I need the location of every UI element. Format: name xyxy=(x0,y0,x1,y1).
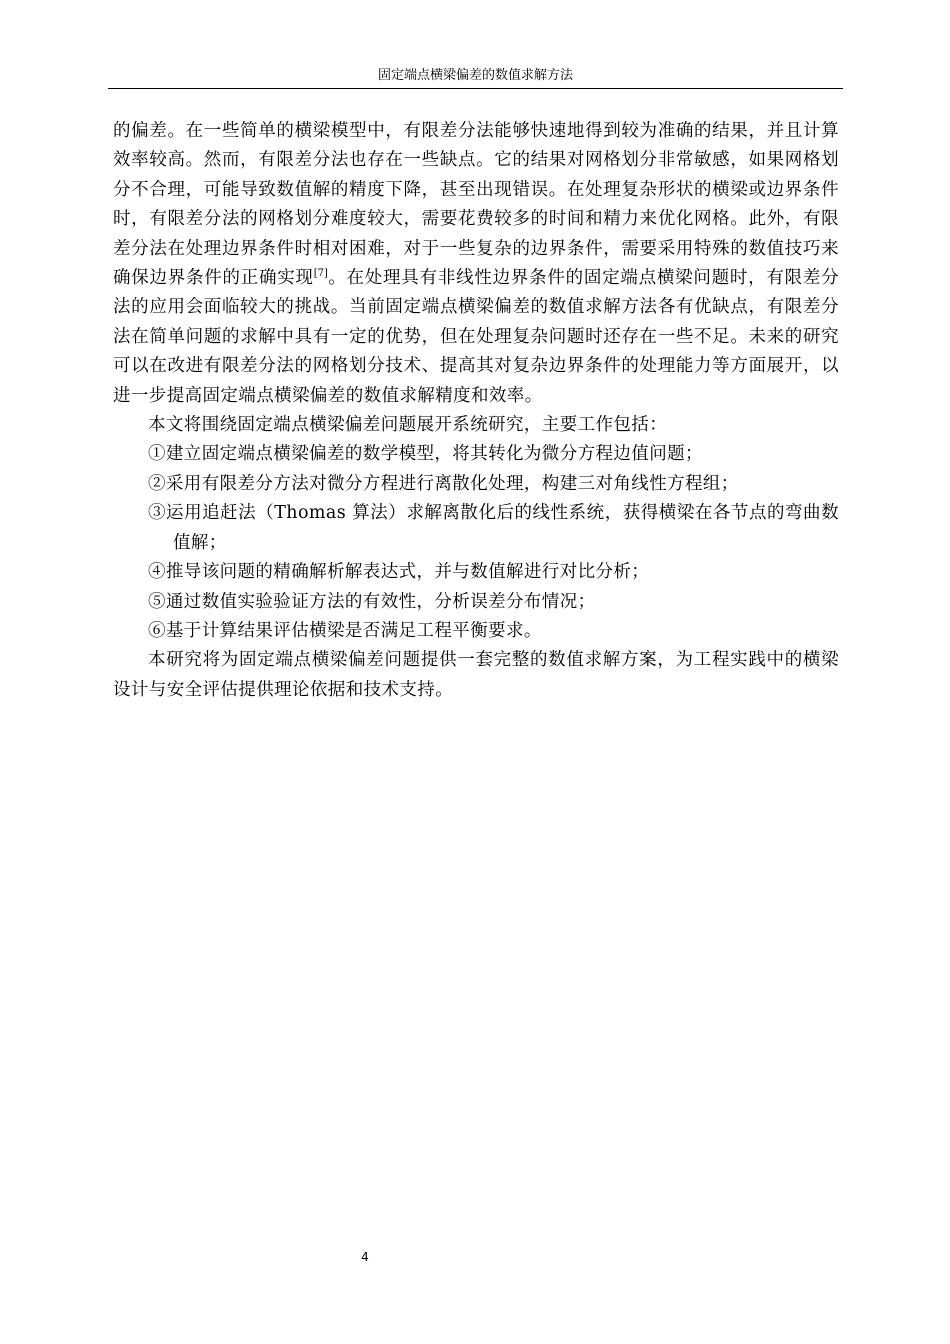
list-item: ⑥基于计算结果评估横梁是否满足工程平衡要求。 xyxy=(148,620,542,641)
page-number: 4 xyxy=(361,1250,369,1264)
list-item: ③运用追赶法（Thomas 算法）求解离散化后的线性系统，获得横梁在各节点的弯曲数值解； xyxy=(148,503,839,553)
paragraph-text: 的偏差。在一些简单的横梁模型中，有限差分法能够快速地得到较为准确的结果，并且计算效率较高。然而，有限差分法也存在一些缺点。它的结果对网格划分非常敏感，如果网格划分不合理，可能导致数值解的精度下降，甚至出现错误。在处理复杂形状的横梁或边界条件时，有限差分法的网格划分难度较大，需要花费较多的时间和精力来优化网格。此外，有限差分法在处理边界条件时相对困难，对于一些复杂的边界条件，需要采用特殊的数值技巧来确保边界条件的正确实现 xyxy=(113,121,839,289)
paragraph-conclusion: 本研究将为固定端点横梁偏差问题提供一套完整的数值求解方案，为工程实践中的横梁设计与安全评估提供理论依据和技术支持。 xyxy=(113,650,839,700)
citation-reference: [7] xyxy=(313,268,328,280)
body-text xyxy=(113,117,839,705)
paragraph-text: 。在处理具有非线性边界条件的固定端点横梁问题时，有限差分法的应用会面临较大的挑战。当前固定端点横梁偏差的数值求解方法各有优缺点，有限差分法在简单问题的求解中具有一定的优势，但在处理复杂问题时还存在一些不足。未来的研究可以在改进有限差分法的网格划分技术、提高其对复杂边界条件的处理能力等方面展开，以进一步提高固定端点横梁偏差的数值求解精度和效率。 xyxy=(113,268,840,406)
paragraph-fdm-limitations xyxy=(113,117,839,411)
header-divider xyxy=(108,88,843,89)
list-item: ④推导该问题的精确解析解表达式，并与数值解进行对比分析； xyxy=(148,562,650,583)
list-item: ②采用有限差分方法对微分方程进行离散化处理，构建三对角线性方程组； xyxy=(148,473,739,494)
paragraph-work-intro: 本文将围绕固定端点横梁偏差问题展开系统研究，主要工作包括： xyxy=(148,415,668,436)
list-item: ①建立固定端点横梁偏差的数学模型，将其转化为微分方程边值问题； xyxy=(148,444,703,465)
list-item: ⑤通过数值实验验证方法的有效性，分析误差分布情况； xyxy=(148,591,596,612)
running-header: 固定端点横梁偏差的数值求解方法 xyxy=(377,68,573,83)
